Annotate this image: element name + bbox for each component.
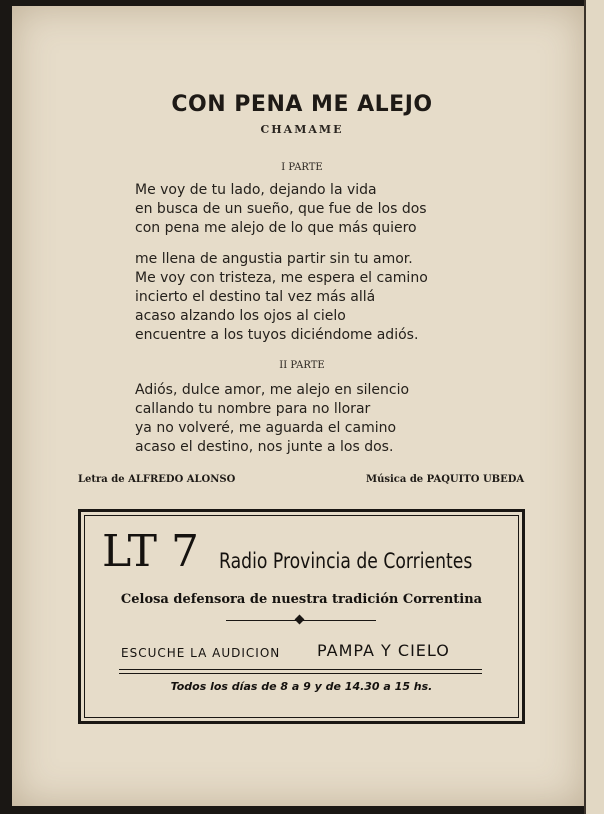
lyric-line: ya no volveré, me aguarda el camino <box>135 420 397 436</box>
lyric-line: Me voy de tu lado, dejando la vida <box>135 182 377 198</box>
lyric-line: encuentre a los tuyos diciéndome adiós. <box>135 327 419 343</box>
station-tagline: Celosa defensora de nuestra tradición Correntina <box>120 592 483 607</box>
show-underline <box>119 669 482 674</box>
lyric-line: en busca de un sueño, que fue de los dos <box>135 201 427 217</box>
stanza-1 <box>135 181 427 238</box>
lyric-line: con pena me alejo de lo que más quiero <box>135 220 417 236</box>
song-genre: CHAMAME <box>260 123 344 136</box>
lyric-line: acaso alzando los ojos al cielo <box>135 308 346 324</box>
music-credit: Música de PAQUITO UBEDA <box>366 474 525 485</box>
lyric-line: me llena de angustia partir sin tu amor. <box>135 251 413 267</box>
stanza-3 <box>135 381 409 457</box>
radio-advertisement <box>78 509 525 724</box>
station-callsign: LT 7 <box>102 526 199 577</box>
song-title: CON PENA ME ALEJO <box>171 92 433 117</box>
show-name: PAMPA Y CIELO <box>317 641 450 660</box>
lyric-line: callando tu nombre para no llorar <box>135 401 371 417</box>
lyric-line: Adiós, dulce amor, me alejo en silencio <box>135 382 410 398</box>
lyric-line: Me voy con tristeza, me espera el camino <box>135 270 428 286</box>
station-name: Radio Provincia de Corrientes <box>219 549 473 573</box>
lyric-line: acaso el destino, nos junte a los dos. <box>135 439 394 455</box>
lyrics-credit: Letra de ALFREDO ALONSO <box>78 474 236 485</box>
stanza-2 <box>135 250 428 345</box>
broadcast-schedule: Todos los días de 8 a 9 y de 14.30 a 15 hs. <box>170 680 433 693</box>
part-one-heading: I PARTE <box>281 162 323 173</box>
lyric-line: incierto el destino tal vez más allá <box>135 289 376 305</box>
part-two-heading: II PARTE <box>279 360 325 371</box>
listen-label: ESCUCHE LA AUDICION <box>121 646 281 660</box>
